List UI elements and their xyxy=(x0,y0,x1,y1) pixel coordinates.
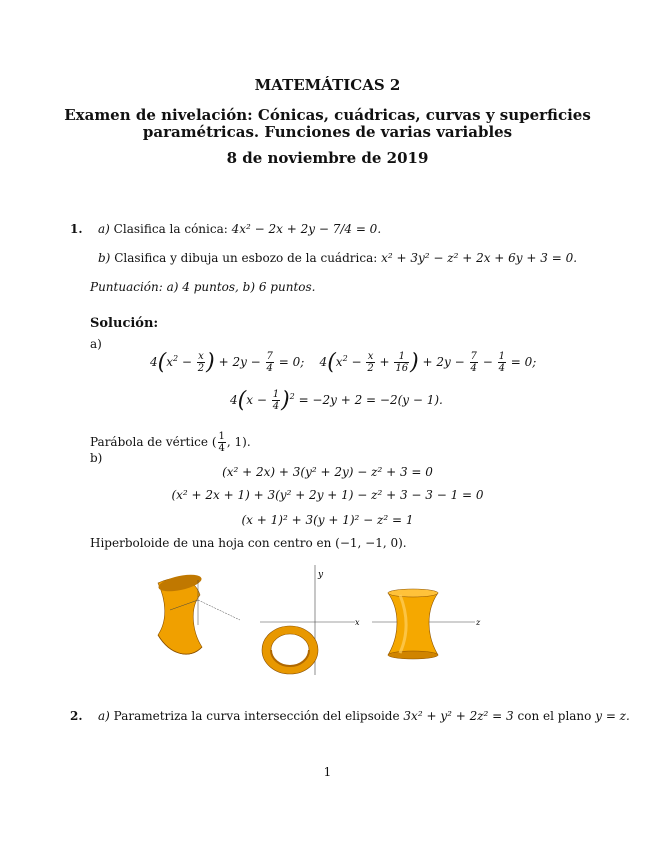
problem-1a xyxy=(98,222,381,236)
exam-subtitle-line2: paramétricas. Funciones de varias variables xyxy=(142,123,513,141)
problem-1b-label: b) xyxy=(98,251,111,265)
problem-2a-formula: 3x² + y² + 2z² = 3 xyxy=(403,709,514,723)
problem-2a-text2: con el plano xyxy=(517,709,592,723)
problem-1a-text: Clasifica la cónica: xyxy=(113,222,228,236)
vertex-rest: , 1). xyxy=(226,435,251,449)
problem-2a-formula2: y = z. xyxy=(595,709,630,723)
z-axis-label: z xyxy=(476,618,481,627)
vertex-num: 1 xyxy=(218,431,225,442)
exam-date: 8 de noviembre de 2019 xyxy=(226,149,429,167)
problem-2a-label: a) xyxy=(98,709,110,723)
solution-a-equation-2: 4(x − $\frac{1}{4}$ )$^2$ = −2y + 2 = −2(y − 1). xyxy=(230,388,443,413)
problem-1b-text: Clasifica y dibuja un esbozo de la cuádrica: xyxy=(114,251,378,265)
problem-1a-formula: 4x² − 2x + 2y − 7/4 = 0. xyxy=(231,222,382,236)
solution-heading: Solución: xyxy=(90,316,159,331)
vertex-den: 4 xyxy=(218,443,225,454)
solution-a-conclusion: Parábola de vértice ( $\frac{1}{4}$ , 1). xyxy=(90,431,251,454)
vertex-prefix: Parábola de vértice xyxy=(90,435,208,449)
problem-2-number: 2. xyxy=(70,709,83,723)
page-number: 1 xyxy=(323,765,332,779)
solution-b-conclusion: Hiperboloide de una hoja con centro en (−1, −1, 0). xyxy=(90,536,407,550)
problem-1-score: Puntuación: a) 4 puntos, b) 6 puntos. xyxy=(90,280,316,294)
problem-1b-formula: x² + 3y² − z² + 2x + 6y + 3 = 0. xyxy=(381,251,578,265)
hyperboloid-3d-view xyxy=(157,572,240,655)
solution-b-equation-2: (x² + 2x + 1) + 3(y² + 2y + 1) − z² + 3 − 3 − 1 = 0 xyxy=(171,488,484,502)
solution-b-equation-1: (x² + 2x) + 3(y² + 2y) − z² + 3 = 0 xyxy=(222,465,433,479)
page-title: MATEMÁTICAS 2 xyxy=(254,76,401,94)
exam-subtitle-line1: Examen de nivelación: Cónicas, cuádricas, curvas y superficies xyxy=(64,106,591,124)
solution-part-a: a) xyxy=(90,337,102,351)
problem-1a-label: a) xyxy=(98,222,110,236)
problem-1-number: 1. xyxy=(70,222,83,236)
solution-b-equation-3: (x + 1)² + 3(y + 1)² − z² = 1 xyxy=(241,513,414,527)
solution-part-b: b) xyxy=(90,451,103,465)
problem-2a-text: Parametriza la curva intersección del elipsoide xyxy=(113,709,400,723)
problem-1b xyxy=(98,251,577,265)
hyperboloid-top-view xyxy=(260,565,360,675)
hyperboloid-figures xyxy=(150,565,490,680)
problem-2a xyxy=(98,709,630,723)
solution-a-equation-1: $4(x^2$ − $\frac{x}{2}$ ) + 2y − $\frac{7}{4}$ = 0; $4(x^2$ − $\frac{x}{2}$ + $\frac{1}{16}$ ) + 2y − $\frac{7}{4}$ − $\frac{1}{4}$ = 0; xyxy=(150,350,537,375)
hyperboloid-side-view xyxy=(372,589,481,659)
x-axis-label: x xyxy=(355,618,360,627)
y-axis-label: y xyxy=(318,570,324,580)
